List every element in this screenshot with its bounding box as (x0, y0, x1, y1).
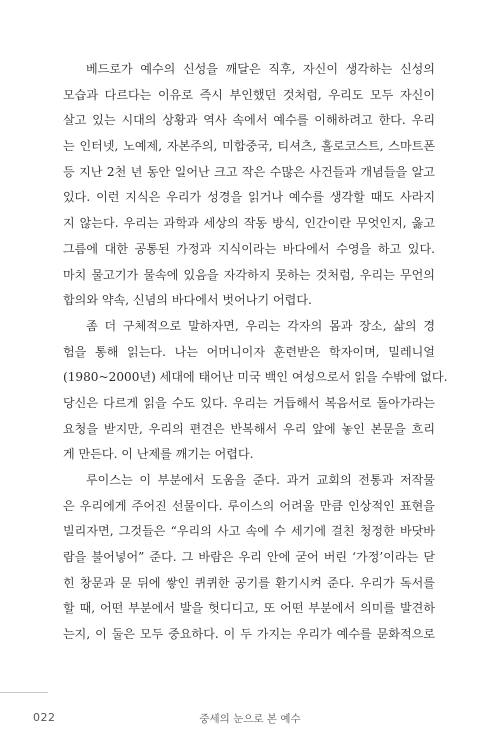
text-line: 베드로가 예수의 신성을 깨달은 직후, 자신이 생각하는 신성의 (86, 62, 435, 76)
page-body-text (63, 57, 448, 648)
footer-divider (0, 692, 48, 693)
text-line: 지 않는다. 우리는 과학과 세상의 작동 방식, 인간이란 무엇인지, 옳고 (63, 216, 435, 231)
running-title: 중세의 눈으로 본 예수 (199, 713, 301, 725)
text-line: 람을 불어넣어” 준다. 그 바람은 우리 안에 굳어 버린 ‘가정’이라는 닫 (63, 550, 435, 565)
text-line: 게 만든다. 이 난제를 깨기는 어렵다. (63, 447, 254, 462)
text-line: 모습과 다르다는 이유로 즉시 부인했던 것처럼, 우리도 모두 자신이 (63, 87, 435, 102)
text-line: 는지, 이 둘은 모두 중요하다. 이 두 가지는 우리가 예수를 문화적으로 (63, 627, 435, 642)
text-line: 요청을 받지만, 우리의 편견은 반복해서 우리 앞에 놓인 본문을 흐리 (63, 421, 435, 436)
paragraph-2 (63, 314, 448, 468)
text-line: 할 때, 어떤 부분에서 발을 헛디디고, 또 어떤 부분에서 의미를 발견하 (63, 601, 435, 616)
text-line: 살고 있는 시대의 상황과 역사 속에서 예수를 이해하려고 한다. 우리 (63, 113, 435, 128)
text-line: (1980~2000년) 세대에 태어난 미국 백인 여성으로서 읽을 수밖에 없다. (63, 370, 448, 385)
text-line: 험을 통해 읽는다. 나는 어머니이자 훈련받은 학자이며, 밀레니얼 (63, 344, 435, 359)
text-line: 은 우리에게 주어진 선물이다. 루이스의 어려울 만큼 인상적인 표현을 (63, 498, 435, 513)
text-line: 힌 창문과 문 뒤에 쌓인 퀴퀴한 공기를 환기시켜 준다. 우리가 독서를 (63, 575, 435, 590)
page-number: 022 (33, 711, 56, 724)
text-line: 마치 물고기가 물속에 있음을 자각하지 못하는 것처럼, 우리는 무언의 (63, 267, 435, 282)
text-line: 등 지난 2천 년 동안 일어난 크고 작은 수많은 사건들과 개념들을 알고 (63, 164, 435, 179)
text-line: 는 인터넷, 노예제, 자본주의, 미합중국, 티셔츠, 홀로코스트, 스마트폰 (63, 139, 435, 154)
text-line: 루이스는 이 부분에서 도움을 준다. 과거 교회의 전통과 저작물 (86, 473, 435, 487)
text-line: 합의와 약속, 신념의 바다에서 벗어나기 어렵다. (63, 293, 312, 308)
text-line: 그름에 대한 공통된 가정과 지식이라는 바다에서 수영을 하고 있다. (63, 241, 435, 256)
paragraph-3 (63, 468, 435, 648)
text-line: 당신은 다르게 읽을 수도 있다. 우리는 거듭해서 복음서로 돌아가라는 (63, 395, 435, 410)
paragraph-1 (63, 57, 435, 314)
text-line: 있다. 이런 지식은 우리가 성경을 읽거나 예수를 생각할 때도 사라지 (63, 190, 435, 205)
text-line: 빌리자면, 그것들은 “우리의 사고 속에 수 세기에 걸친 청정한 바닷바 (63, 524, 435, 539)
text-line: 좀 더 구체적으로 말하자면, 우리는 각자의 몸과 장소, 삶의 경 (86, 318, 435, 333)
